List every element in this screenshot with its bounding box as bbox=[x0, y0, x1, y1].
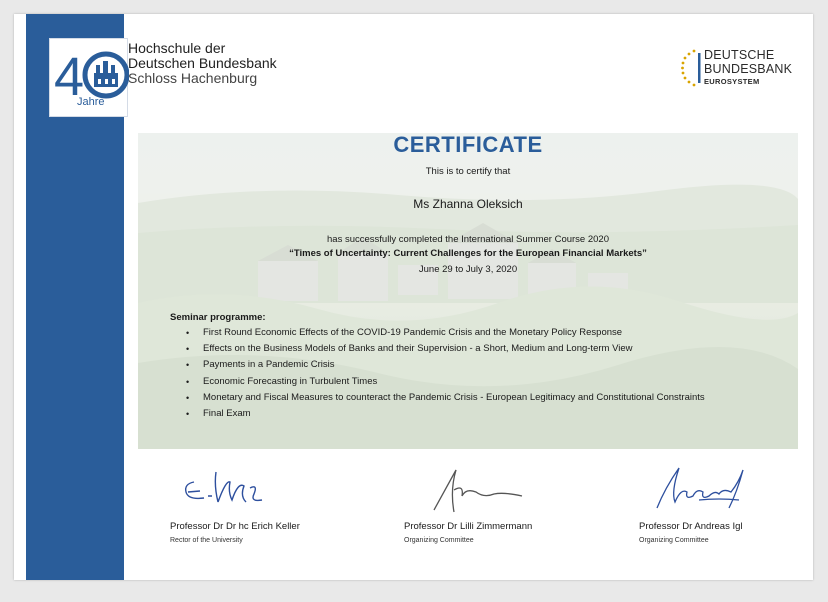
certificate-page bbox=[14, 14, 813, 580]
seminar-item: • Economic Forecasting in Turbulent Times bbox=[203, 374, 705, 390]
seminar-item: • Effects on the Business Models of Banks and their Supervision - a Short, Medium and Long-term View bbox=[203, 341, 705, 357]
seminar-item: • Payments in a Pandemic Crisis bbox=[203, 357, 705, 373]
handwritten-signature-keller bbox=[170, 462, 280, 517]
anniversary-logo bbox=[49, 38, 128, 117]
bank-line-1: DEUTSCHE bbox=[704, 48, 775, 62]
signatory-name: Professor Dr Lilli Zimmermann bbox=[404, 521, 533, 532]
certificate-title: CERTIFICATE bbox=[393, 132, 543, 157]
school-line-3: Schloss Hachenburg bbox=[128, 70, 258, 86]
course-title: “Times of Uncertainty: Current Challenges for the European Financial Markets” bbox=[289, 248, 647, 259]
seminar-heading: Seminar programme: bbox=[170, 312, 266, 323]
school-name bbox=[128, 41, 277, 86]
school-line-2: Deutschen Bundesbank bbox=[128, 55, 277, 71]
signatory-role: Organizing Committee bbox=[404, 537, 474, 544]
signature-block-igl bbox=[639, 462, 813, 544]
bank-line-2: BUNDESBANK bbox=[704, 62, 793, 76]
school-line-1: Hochschule der bbox=[128, 40, 226, 56]
logo-jahre-label: Jahre bbox=[77, 96, 105, 108]
course-dates: June 29 to July 3, 2020 bbox=[418, 264, 518, 275]
handwritten-signature-igl bbox=[639, 462, 759, 517]
signatory-role: Rector of the University bbox=[170, 537, 243, 544]
seminar-list bbox=[170, 325, 705, 422]
handwritten-signature-zimmermann bbox=[404, 462, 534, 517]
signatory-role: Organizing Committee bbox=[639, 537, 709, 544]
svg-text:4: 4 bbox=[54, 47, 85, 107]
seminar-item: • First Round Economic Effects of the COVID-19 Pandemic Crisis and the Monetary Policy Response bbox=[203, 325, 705, 341]
seminar-item: • Final Exam bbox=[203, 406, 705, 422]
signature-block-rector bbox=[170, 462, 370, 544]
signatory-name: Professor Dr Andreas Igl bbox=[639, 521, 743, 532]
seminar-programme bbox=[170, 312, 705, 422]
seminar-item: • Monetary and Fiscal Measures to counteract the Pandemic Crisis - European Legitimacy and Constitutional Constraints bbox=[203, 390, 705, 406]
recipient-name: Ms Zhanna Oleksich bbox=[413, 197, 523, 211]
eurosystem-stars-icon bbox=[680, 48, 702, 88]
signature-block-zimmermann bbox=[404, 462, 604, 544]
certify-text: This is to certify that bbox=[425, 166, 511, 177]
bundesbank-logo bbox=[680, 48, 796, 88]
signatory-name: Professor Dr Dr hc Erich Keller bbox=[170, 521, 300, 532]
bank-line-3: EUROSYSTEM bbox=[704, 77, 760, 86]
completion-text: has successfully completed the International Summer Course 2020 bbox=[327, 234, 609, 245]
